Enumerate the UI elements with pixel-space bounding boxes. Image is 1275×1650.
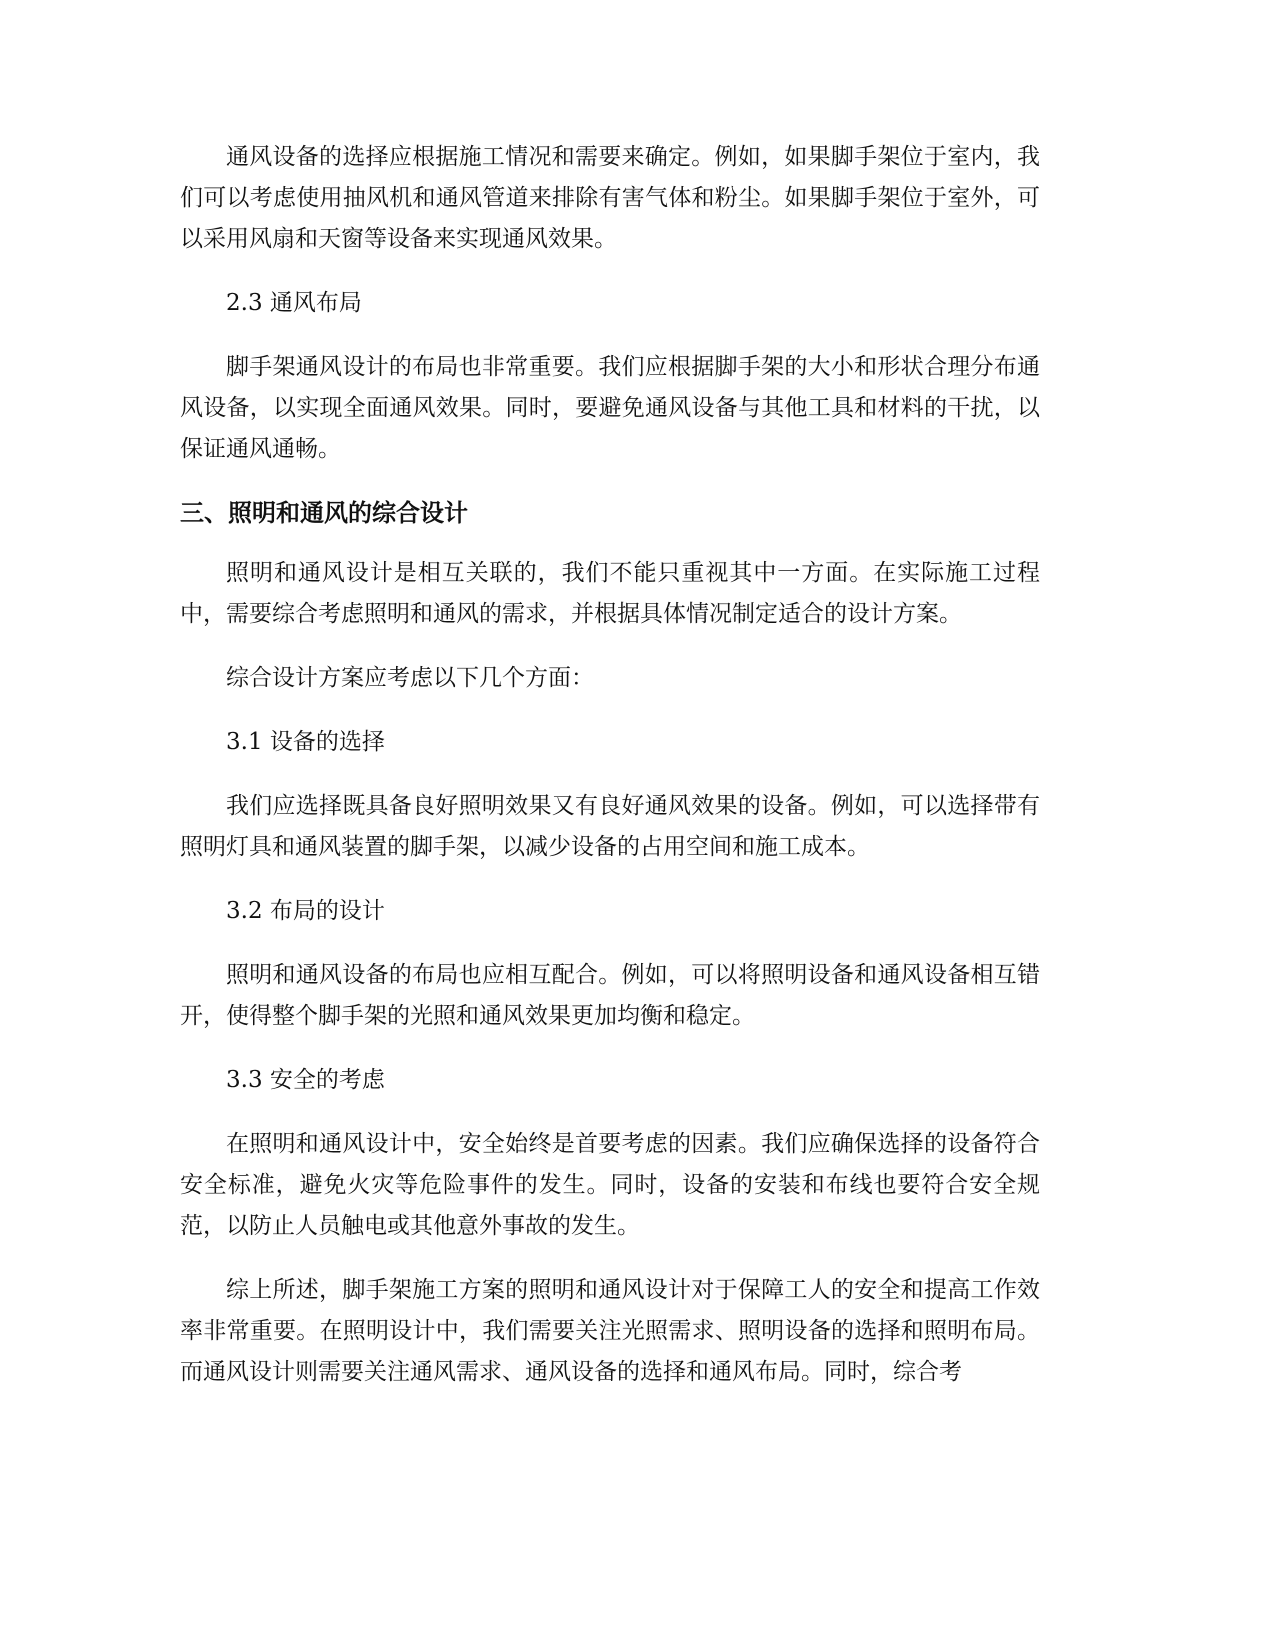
heading-3-3: 3.3 安全的考虑 (226, 1067, 385, 1093)
paragraph-layout-design: 照明和通风设备的布局也应相互配合。例如，可以将照明设备和通风设备相互错开，使得整个脚手架的光照和通风效果更加均衡和稳定。 (180, 962, 1040, 1029)
heading-3-2: 3.2 布局的设计 (226, 898, 385, 924)
paragraph-integrated-intro: 照明和通风设计是相互关联的，我们不能只重视其中一方面。在实际施工过程中，需要综合考虑照明和通风的需求，并根据具体情况制定适合的设计方案。 (180, 560, 1040, 627)
document-page (180, 137, 1040, 1416)
section-3-title: 三、照明和通风的综合设计 (180, 499, 468, 527)
paragraph-aspects: 综合设计方案应考虑以下几个方面： (226, 665, 594, 691)
paragraph-ventilation-layout: 脚手架通风设计的布局也非常重要。我们应根据脚手架的大小和形状合理分布通风设备，以实现全面通风效果。同时，要避免通风设备与其他工具和材料的干扰，以保证通风通畅。 (180, 354, 1040, 462)
paragraph-equipment-selection: 我们应选择既具备良好照明效果又有良好通风效果的设备。例如，可以选择带有照明灯具和通风装置的脚手架，以减少设备的占用空间和施工成本。 (180, 793, 1040, 860)
paragraph-safety: 在照明和通风设计中，安全始终是首要考虑的因素。我们应确保选择的设备符合安全标准，避免火灾等危险事件的发生。同时，设备的安装和布线也要符合安全规范，以防止人员触电或其他意外事故的发生。 (180, 1131, 1040, 1239)
paragraph-summary: 综上所述，脚手架施工方案的照明和通风设计对于保障工人的安全和提高工作效率非常重要。在照明设计中，我们需要关注光照需求、照明设备的选择和照明布局。而通风设计则需要关注通风需求、通风设备的选择和通风布局。同时，综合考 (180, 1277, 1040, 1385)
paragraph-ventilation-equipment: 通风设备的选择应根据施工情况和需要来确定。例如，如果脚手架位于室内，我们可以考虑使用抽风机和通风管道来排除有害气体和粉尘。如果脚手架位于室外，可以采用风扇和天窗等设备来实现通风效果。 (180, 144, 1040, 252)
heading-2-3: 2.3 通风布局 (226, 290, 362, 316)
heading-3-1: 3.1 设备的选择 (226, 729, 385, 755)
